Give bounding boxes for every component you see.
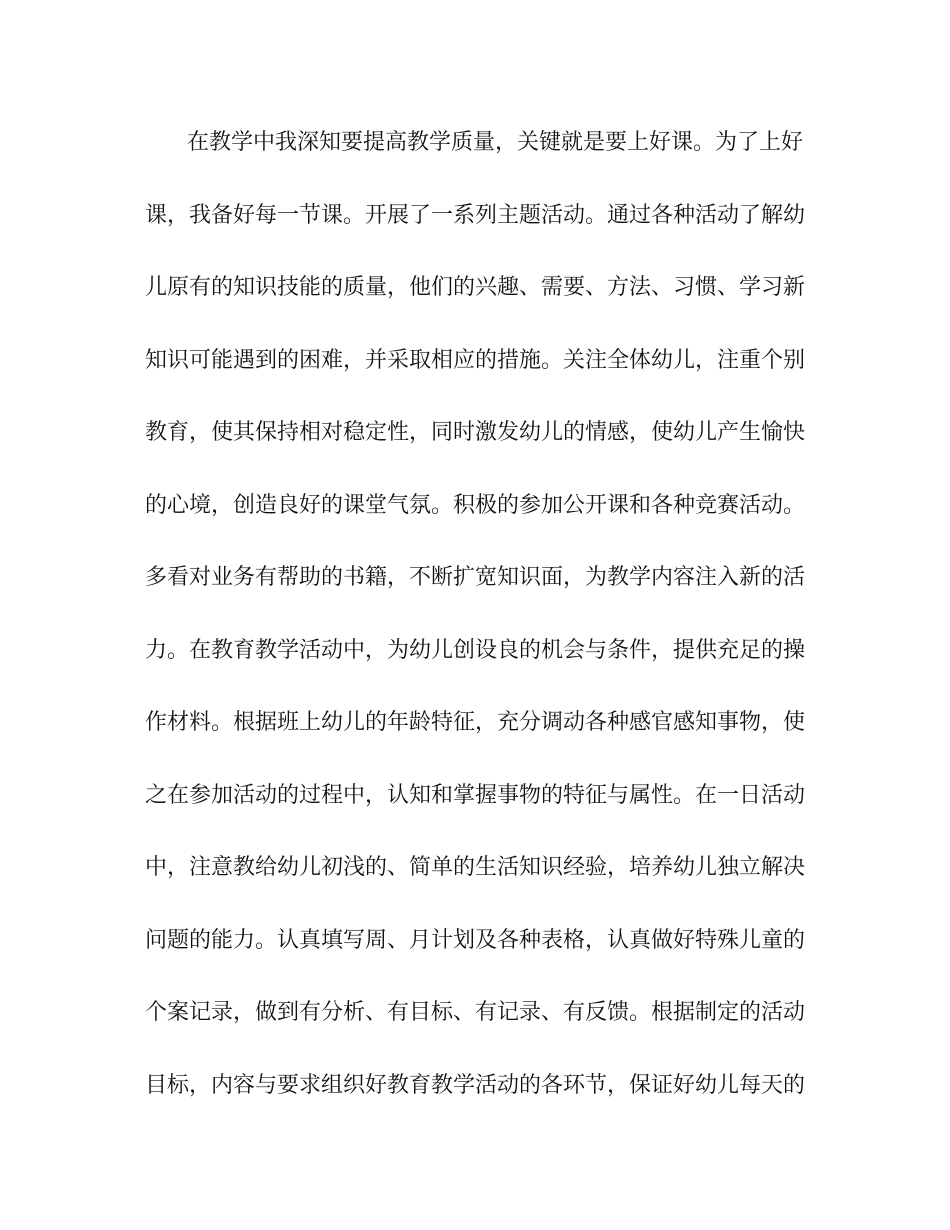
- text-line: 中，注意教给幼儿初浅的、简单的生活知识经验，培养幼儿独立解决: [145, 855, 806, 880]
- text-line: 个案记录，做到有分析、有目标、有记录、有反馈。根据制定的活动: [145, 1000, 806, 1025]
- text-line: 知识可能遇到的困难，并采取相应的措施。关注全体幼儿，注重个别: [145, 347, 806, 373]
- text-line: 的心境，创造良好的课堂气氛。积极的参加公开课和各种竞赛活动。: [145, 492, 806, 518]
- text-line: 教育，使其保持相对稳定性，同时激发幼儿的情感，使幼儿产生愉快: [145, 420, 806, 445]
- text-line: 多看对业务有帮助的书籍，不断扩宽知识面，为教学内容注入新的活: [145, 565, 806, 590]
- text-line: 目标，内容与要求组织好教育教学活动的各环节，保证好幼儿每天的: [145, 1072, 806, 1098]
- text-line: 课，我备好每一节课。开展了一系列主题活动。通过各种活动了解幼: [145, 202, 806, 228]
- text-line: 儿原有的知识技能的质量，他们的兴趣、需要、方法、习惯、学习新: [145, 275, 806, 300]
- text-line: 作材料。根据班上幼儿的年龄特征，充分调动各种感官感知事物，使: [145, 710, 806, 735]
- text-line: 问题的能力。认真填写周、月计划及各种表格，认真做好特殊儿童的: [145, 927, 806, 953]
- text-line: 力。在教育教学活动中，为幼儿创设良的机会与条件，提供充足的操: [145, 637, 806, 663]
- text-line: 在教学中我深知要提高教学质量，关键就是要上好课。为了上好: [187, 130, 804, 155]
- body-paragraph: [145, 124, 815, 1139]
- text-line: 之在参加活动的过程中，认知和掌握事物的特征与属性。在一日活动: [145, 782, 806, 808]
